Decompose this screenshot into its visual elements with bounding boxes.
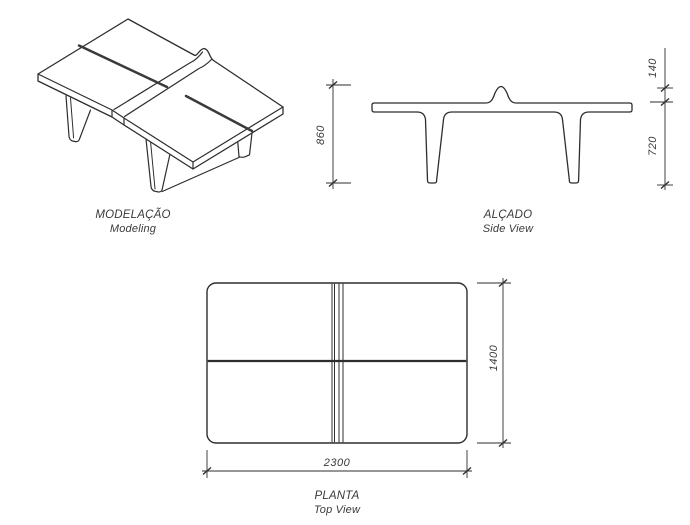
side-view-subtitle: Side View bbox=[482, 223, 534, 235]
model-view-title: MODELAÇÃO bbox=[95, 209, 171, 221]
side-view-title: ALÇADO bbox=[483, 209, 533, 221]
model-view-subtitle: Modeling bbox=[109, 223, 157, 235]
dim-label-860: 860 bbox=[315, 125, 327, 145]
plan-view-subtitle: Top View bbox=[313, 504, 361, 516]
dim-label-720: 720 bbox=[647, 136, 659, 156]
plan-view-title: PLANTA bbox=[314, 490, 360, 502]
plan-center-spine bbox=[332, 284, 343, 443]
dim-label-2300: 2300 bbox=[323, 457, 351, 469]
model-3d-view bbox=[38, 19, 283, 192]
side-view bbox=[372, 87, 632, 184]
dim-label-1400: 1400 bbox=[488, 344, 500, 372]
plan-tabletop-outline bbox=[207, 283, 467, 443]
dim-860 bbox=[326, 79, 351, 189]
model-tabletop bbox=[38, 19, 283, 169]
plan-view bbox=[207, 283, 467, 443]
dim-label-140: 140 bbox=[647, 58, 659, 78]
side-view-profile bbox=[372, 87, 632, 184]
